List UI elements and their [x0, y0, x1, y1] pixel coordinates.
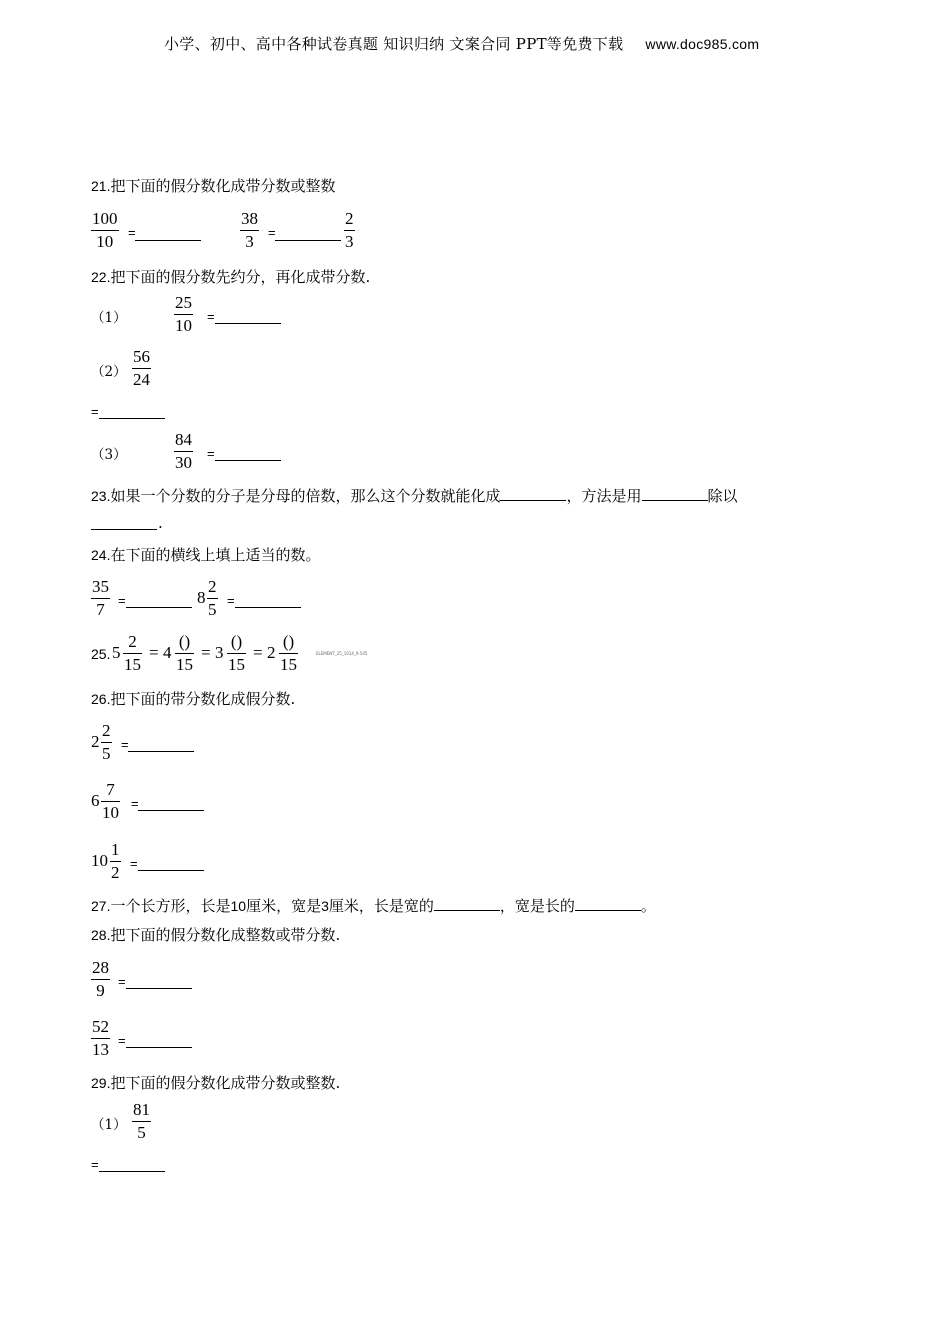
fraction: $\frac{2}{15}$ [124, 632, 141, 674]
equals-sign: = [227, 593, 235, 608]
question-text: 如果一个分数的分子是分母的倍数，那么这个分数就能化成 [110, 487, 501, 505]
whole-number: 10 [91, 851, 108, 870]
answer-blank[interactable] [128, 751, 194, 752]
answer-blank[interactable] [126, 1047, 192, 1048]
question-number: 24. [91, 547, 111, 563]
header-url: www.doc985.com [645, 36, 760, 52]
question-number: 29. [91, 1075, 111, 1091]
answer-blank[interactable] [126, 988, 192, 989]
sub-label: （1） [91, 1117, 127, 1133]
fraction: $\frac{56}{24}$ [133, 347, 150, 389]
fraction-blank[interactable]: () 15 [280, 632, 297, 674]
answer-blank[interactable] [99, 1171, 165, 1172]
equals-sign: = [118, 1033, 126, 1048]
equals-sign: = [128, 225, 136, 240]
fraction: $\frac{2}{5}$ [208, 577, 217, 619]
fraction: $\frac{100}{10}$ [92, 209, 118, 251]
question-text: 把下面的假分数先约分，再化成带分数. [110, 268, 371, 286]
answer-blank[interactable] [91, 529, 157, 530]
whole-number: 5 [112, 643, 121, 662]
whole-number: 4 [163, 643, 172, 662]
fraction: $\frac{25}{10}$ [175, 293, 192, 335]
fraction: $\frac{81}{5}$ [133, 1100, 150, 1142]
question-text: 把下面的假分数化成带分数或整数. [110, 1074, 341, 1092]
question-number: 23. [91, 488, 111, 504]
equals-sign: = [268, 225, 276, 240]
question-text: 在下面的横线上填上适当的数。 [110, 546, 321, 564]
sub-label: （3） [91, 447, 127, 463]
equals-sign: = [118, 974, 126, 989]
answer-blank[interactable] [99, 418, 165, 419]
whole-number: 2 [91, 732, 100, 751]
equals-sign: = [91, 1157, 99, 1172]
answer-blank[interactable] [215, 323, 281, 324]
question-23: 23.如果一个分数的分子是分母的倍数，那么这个分数就能化成 ，方法是用 除以 [91, 487, 738, 505]
equals-sign: = [118, 593, 126, 608]
page-header [164, 33, 759, 54]
header-title: 小学、初中、高中各种试卷真题 知识归纳 文案合同 PPT等免费下载 [164, 35, 624, 53]
fraction: $\frac{38}{3}$ [241, 209, 258, 251]
answer-blank[interactable] [235, 607, 301, 608]
equals-sign: = [253, 643, 263, 662]
answer-blank[interactable] [434, 910, 500, 911]
question-number: 21. [91, 178, 111, 194]
question-number: 22. [91, 269, 111, 285]
question-text: 把下面的假分数化成带分数或整数 [110, 177, 336, 195]
answer-blank[interactable] [138, 810, 204, 811]
answer-blank[interactable] [215, 460, 281, 461]
fraction: $\frac{1}{2}$ [111, 840, 120, 882]
fraction-blank[interactable]: () 15 [176, 632, 193, 674]
question-text: 把下面的带分数化成假分数. [110, 690, 296, 708]
fraction: $\frac{84}{30}$ [175, 430, 192, 472]
whole-number: 8 [197, 588, 206, 607]
question-number: 27. [91, 898, 111, 914]
fraction: $\frac{52}{13}$ [92, 1017, 109, 1059]
answer-blank[interactable] [138, 870, 204, 871]
sub-label: （2） [91, 364, 127, 380]
whole-number: 3 [215, 643, 224, 662]
equals-sign: = [91, 404, 99, 419]
answer-blank[interactable] [575, 910, 641, 911]
answer-blank[interactable] [126, 607, 192, 608]
answer-blank[interactable] [135, 240, 201, 241]
question-21 [91, 175, 335, 196]
equals-sign: = [207, 446, 215, 461]
equals-sign: = [201, 643, 211, 662]
answer-blank[interactable] [642, 500, 708, 501]
question-24 [91, 544, 320, 565]
whole-number: 2 [267, 643, 276, 662]
question-29 [91, 1072, 340, 1093]
question-22 [91, 266, 370, 287]
question-26 [91, 688, 295, 709]
fraction: $\frac{2}{3}$ [345, 209, 354, 251]
question-number: 25. [91, 646, 111, 662]
fraction-blank[interactable]: () 15 [228, 632, 245, 674]
question-28 [91, 924, 340, 945]
equals-sign: = [121, 737, 129, 752]
whole-number: 6 [91, 791, 100, 810]
punctuation: . [158, 514, 163, 532]
fraction: $\frac{28}{9}$ [92, 958, 109, 1000]
question-27: 27.一个长方形，长是10厘米，宽是3厘米，长是宽的 ，宽是长的 。 [91, 897, 656, 915]
fraction: $\frac{7}{10}$ [102, 780, 119, 822]
equals-sign: = [131, 796, 139, 811]
sub-label: （1） [91, 310, 127, 326]
fraction: $\frac{2}{5}$ [102, 721, 111, 763]
tiny-annotation: ELEMENT_25_1014_9.545 [316, 651, 368, 656]
answer-blank[interactable] [275, 240, 341, 241]
question-text: 把下面的假分数化成整数或带分数. [110, 926, 341, 944]
question-number: 28. [91, 927, 111, 943]
equals-sign: = [130, 856, 138, 871]
fraction: $\frac{35}{7}$ [92, 577, 109, 619]
equals-sign: = [207, 309, 215, 324]
question-number: 26. [91, 691, 111, 707]
answer-blank[interactable] [500, 500, 566, 501]
equals-sign: = [149, 643, 159, 662]
